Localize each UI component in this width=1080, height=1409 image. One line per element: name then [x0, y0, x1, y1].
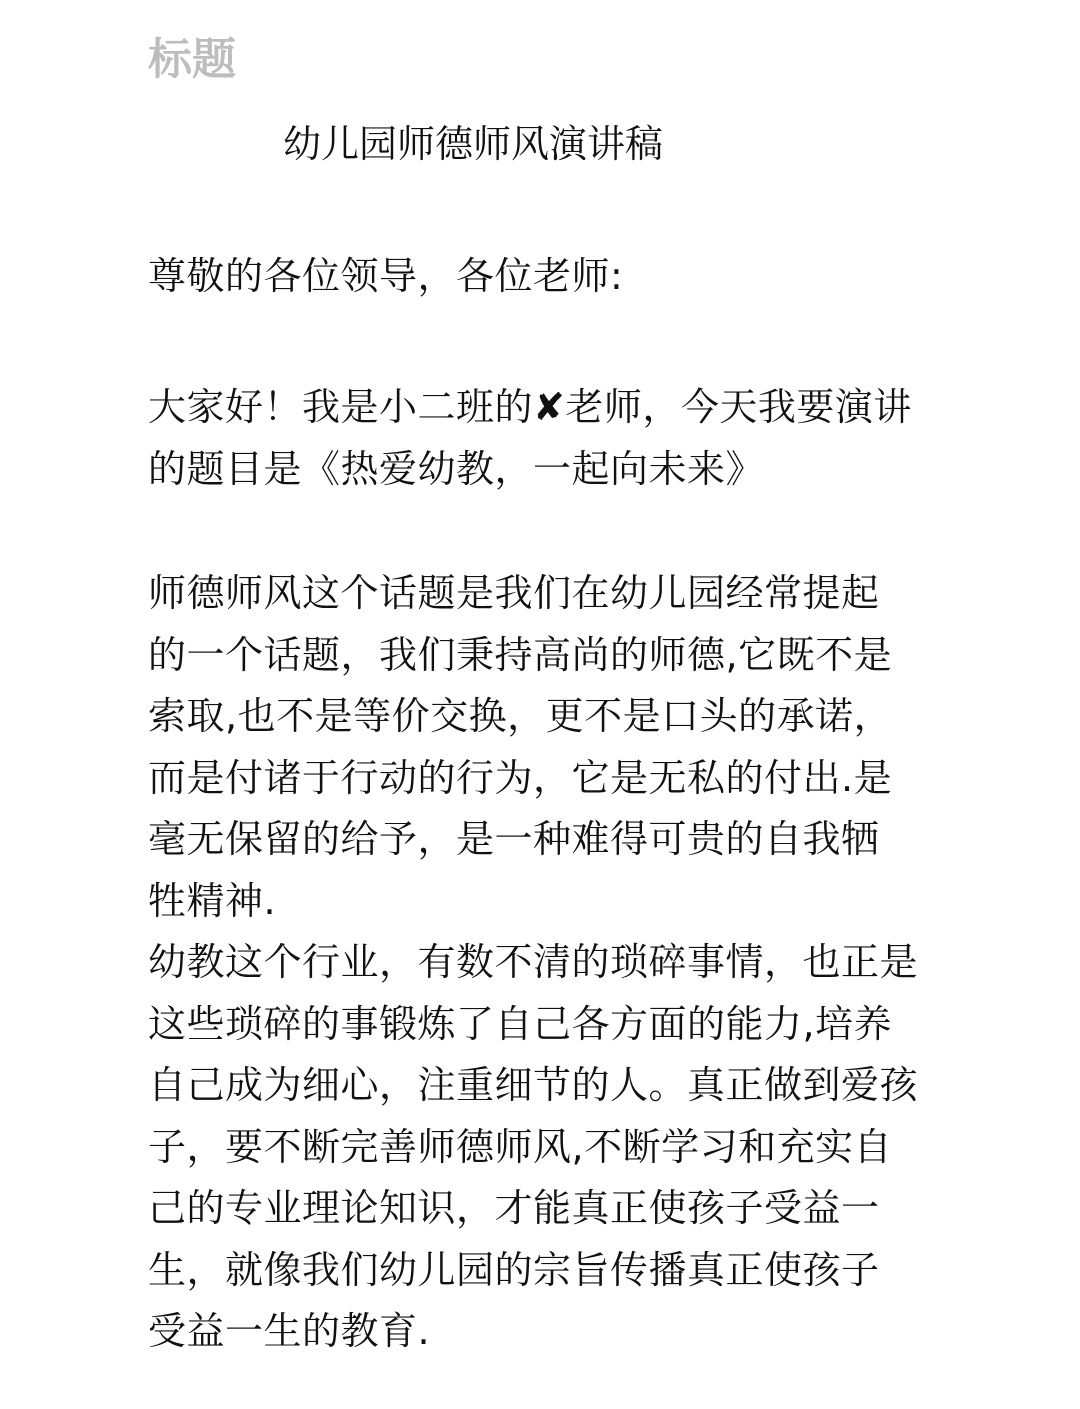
paragraph-2-line: 自己成为细心，注重细节的人。真正做到爱孩 — [148, 1063, 919, 1107]
intro-paragraph — [148, 377, 938, 500]
paragraph-1-line: 牲精神. — [148, 878, 277, 923]
intro-line-1-before: 大家好！我是小二班的 — [148, 385, 534, 429]
intro-line-2: 的题目是《热爱幼教，一起向未来》 — [148, 446, 765, 491]
placeholder-title: 标题 — [148, 34, 236, 85]
paragraph-1-line: 毫无保留的给予，是一种难得可贵的自我牺 — [148, 817, 880, 861]
paragraph-2-line: 己的专业理论知识，才能真正使孩子受益一 — [148, 1186, 880, 1230]
intro-line-1 — [148, 377, 938, 439]
paragraph-1-line: 索取,也不是等价交换，更不是口头的承诺， — [148, 694, 893, 738]
paragraph-2 — [148, 932, 938, 1363]
greeting-line: 尊敬的各位领导，各位老师: — [148, 254, 624, 298]
paragraph-2-line: 受益一生的教育. — [148, 1309, 431, 1353]
paragraph-1-line: 师德师风这个话题是我们在幼儿园经常提起 — [148, 571, 880, 615]
paragraph-1-line: 的一个话题，我们秉持高尚的师德,它既不是 — [148, 632, 893, 677]
paragraph-2-line: 生，就像我们幼儿园的宗旨传播真正使孩子 — [148, 1247, 880, 1292]
paragraph-2-line: 子，要不断完善师德师风,不断学习和充实自 — [148, 1124, 893, 1169]
paragraph-1-line: 而是付诸于行动的行为，它是无私的付出.是 — [148, 755, 893, 800]
intro-line-1-after: 老师，今天我要演讲 — [565, 385, 912, 429]
document-title: 幼儿园师德师风演讲稿 — [283, 122, 664, 166]
paragraph-2-line: 这些琐碎的事锻炼了自己各方面的能力,培养 — [148, 1001, 893, 1046]
paragraph-1 — [148, 563, 938, 932]
name-redacted-mark: ✘ — [533, 385, 566, 429]
paragraph-2-line: 幼教这个行业，有数不清的琐碎事情，也正是 — [148, 940, 919, 984]
